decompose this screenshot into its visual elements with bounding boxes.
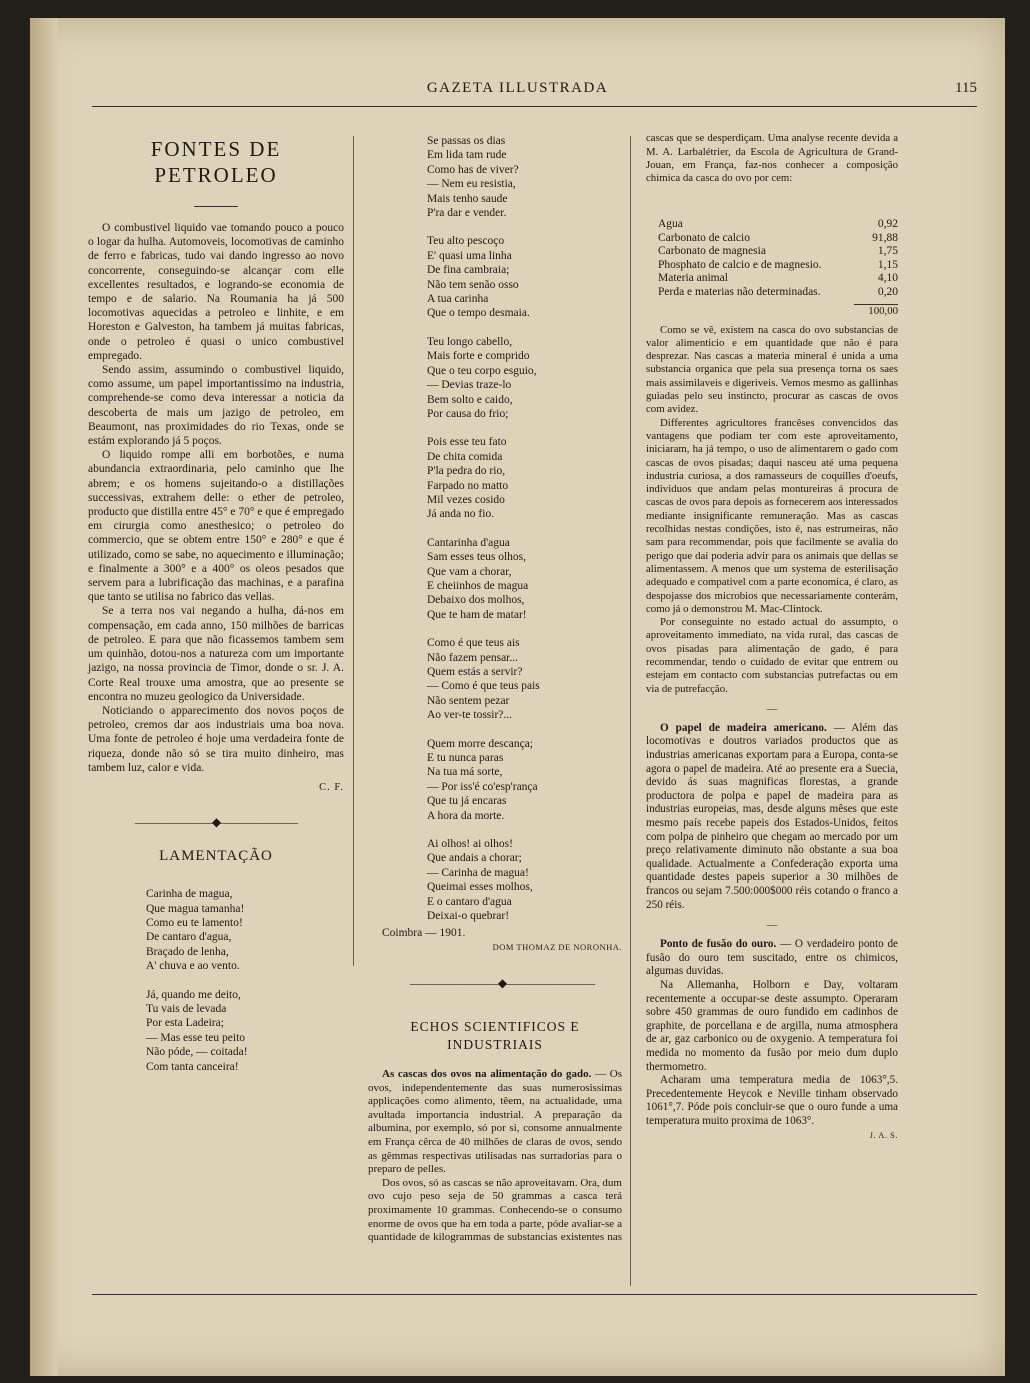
poem-line: Quem morre descança;: [427, 737, 534, 750]
paragraph: Na Allemanha, Holborn e Day, voltaram recentemente a occupar-se deste assumpto. Operaram sobre 450 grammas de ouro fundido em cadinhos de graphite, de porcellana e de argilla, numa atmosphera de ar, gaz carbonico ou de oxygenio. A temperatura foi medida no momento da fusão por meio dum duplo thermometro.: [646, 978, 898, 1073]
poem-stanza: [427, 737, 622, 823]
composition-table: [658, 218, 898, 300]
poem-line: Como é que teus ais: [427, 637, 520, 650]
composition-name: Carbonato de calcio: [658, 231, 750, 244]
poem-line: — Mas esse teu peito: [146, 1031, 246, 1044]
poem-line: Já anda no fio.: [427, 508, 495, 521]
poem-line: Quem estás a servir?: [427, 666, 523, 678]
article-lead-papel: O papel de madeira americano.: [660, 721, 827, 734]
header-rule: [92, 106, 977, 107]
composition-value: 0,92: [877, 218, 898, 230]
section-ornament: ————————◆————————: [409, 975, 595, 990]
lamentacao-poem: [88, 887, 344, 1074]
poem-line: Que tu já encaras: [427, 795, 507, 808]
paragraph: Como se vê, existem na casca do ovo substancias de valor alimenticio e em quantidade que não é para desprezar. Nas cascas a materia mineral é unida a uma substancia organica que pela sua presença torna os saes mais assimilaveis e digeriveis. Vemos mesmo as gallinhas guiadas pelo seu instincto, procurar as cascas de ovos com avidez.: [646, 323, 898, 416]
poem-line: Mil vezes cosido: [427, 493, 505, 506]
poem-line: Que vam a chorar,: [427, 565, 512, 578]
paragraph: Sendo assim, assumindo o combustivel liquido, como assume, um papel importantissimo na industria, comprehende-se como deva interessar a noticia da descoberta de mais um jazigo de petroleo, em Beaumont, nas proximidades do rio Texas, onde se estám explorando já 5 poços.: [88, 364, 344, 448]
poem-line: A tua carinha: [427, 293, 489, 306]
paragraph: Differentes agricultores francêses convencidos das vantagens que podiam ter com este aproveitamento, iniciaram, ha já tempo, o uso de alimentarem o gado com cascas de ovos pisadas; daqui nasceu até uma pequena industria curiosa, a dos ramasseurs de coquilles d'oeufs, individuos que andam pelas montureiras á procura de cascas de ovos para depois as fornecerem aos interessados mediante insignificante remuneração. Mas as cascas recolhidas nestas condições, isto é, nas estrumeiras, não sam para recommendar, pois que facilmente se avalia do perigo que daí poderia advir para os animais que dellas se alimentassem. A menos que um systema de esterilisação adequado e compativel com a parte economica, é claro, as despojasse dos microbios que necessariamente conterám, como já o demonstrou M. Mac-Clintock.: [646, 416, 898, 615]
lamentacao-poem-continued: [382, 134, 622, 924]
poem-line: Que o teu corpo esguio,: [427, 364, 537, 377]
poem-line: De chita comida: [427, 450, 503, 463]
poem-line: Não tem senão osso: [427, 278, 519, 291]
poem-line: E tu nunca paras: [427, 752, 504, 765]
poem-line: Que magua tamanha!: [146, 902, 245, 915]
poem-stanza: [146, 887, 344, 973]
poem-line: P'la pedra do rio,: [427, 465, 506, 478]
poem-author: DOM THOMAZ DE NORONHA.: [492, 941, 622, 952]
poem-line: Carinha de magua,: [146, 888, 233, 901]
poem-line: Sam esses teus olhos,: [427, 551, 527, 564]
poem-line: Se passas os dias: [427, 135, 506, 147]
paragraph: Dos ovos, só as cascas se não aproveitavam. Ora, dum ovo cujo peso seja de 50 grammas a casca terá proximamente 10 grammas. Conhecendo-se o consumo enorme de ovos que ha em toda a parte, póde avaliar-se a quantidade de kilogrammas de substancias existentes nas: [368, 1176, 622, 1244]
poem-line: — Devias traze-lo: [427, 379, 512, 392]
paragraph: Por conseguinte no estado actual do assumpto, o aproveitamento immediato, na vida rural, das cascas de ovos pisadas para alimentação de gado, é para recommendar, tendo o cuidado de evitar que entrem ou estejam em contacto com substancias putrefactas ou em via de putrefacção.: [646, 616, 898, 695]
poem-line: Teu longo cabello,: [427, 335, 513, 348]
paragraph: [368, 1068, 622, 1177]
composition-total: 100,00: [868, 304, 898, 317]
page-header-title: GAZETA ILLUSTRADA: [426, 80, 609, 96]
section-ornament: ———————◆———————: [134, 815, 298, 830]
poem-line: Pois esse teu fato: [427, 436, 507, 449]
composition-row: [658, 232, 898, 246]
article-signature: C. F.: [319, 781, 344, 793]
composition-name: Phosphato de calcio e de magnesio.: [658, 258, 822, 271]
poem-stanza: [427, 234, 622, 320]
article-title-petroleo: FONTES DE PETROLEO: [150, 137, 282, 187]
poem-line: — Carinha de magua!: [427, 866, 529, 879]
poem-line: Em lida tam rude: [427, 149, 507, 162]
composition-row: [658, 259, 898, 273]
poem-line: Queimai esses molhos,: [427, 881, 533, 894]
title-rule: [194, 206, 238, 207]
poem-stanza: [427, 134, 622, 220]
poem-line: Com tanta canceira!: [146, 1060, 239, 1073]
poem-line: E cheiinhos de magua: [427, 579, 529, 592]
article-signature: J. A. S.: [869, 1129, 898, 1140]
composition-table-wrap: [646, 214, 898, 318]
poem-line: Na tua má sorte,: [427, 766, 503, 779]
paragraph: [646, 938, 898, 979]
column-divider-2: [630, 136, 631, 1286]
composition-value: 0,20: [877, 285, 898, 298]
composition-name: Carbonato de magnesia: [658, 245, 766, 258]
poem-line: Deixai-o quebrar!: [427, 910, 510, 923]
poem-line: Não sentem pezar: [427, 694, 510, 707]
column-3: [646, 134, 898, 1142]
poem-line: Não póde, — coitada!: [146, 1046, 248, 1059]
divider-dash: —: [766, 919, 778, 932]
article-lead-ovos: As cascas dos ovos na alimentação do gado.: [382, 1068, 592, 1080]
poem-line: Que andais a chorar;: [427, 852, 522, 865]
paragraph-text: — Além das locomotivas e doutros variados productos que as industrias americanas exportam para a Europa, conta-se agora o papel de madeira. Até ao presente era a Suecia, devido ás suas magnificas florestas, a grande productora de polpa e papel de madeira para as industrias europeias, mas, desde alguns mêses que este mesmo país recebe papeis dos Estados-Unidos, feitos com polpa de pinheiro que chegam ao mercado por um preço relativamente diminuto não obstante a sua boa qualidade. Actualmente a Confederação exporta uma quantidade destes papeis superior a 30 milhões de francos ou sejam 7.500:000$000 réis cotando o franco a 250 réis.: [646, 721, 898, 911]
composition-row: [658, 272, 898, 286]
article-lead-ouro: Ponto de fusão do ouro.: [660, 938, 777, 951]
poem-line: De cantaro d'agua,: [146, 931, 232, 944]
page-gutter: [30, 18, 58, 1376]
paragraph-text: — O verdadeiro ponto de fusão do ouro tem suscitado, entre os chimicos, algumas duvidas.: [646, 938, 899, 978]
composition-row: [658, 286, 898, 300]
poem-line: A hora da morte.: [427, 809, 505, 822]
poem-stanza: [427, 335, 622, 421]
paragraph: O combustivel liquido vae tomando pouco a pouco o logar da hulha. Automoveis, locomotivas de caminho de ferro e fabricas, tudo vai dando ingresso ao novo concorrente, conseguindo-se alcançar com elle excellentes resultados, e logrando-se economia de tempo e de salario. Na Roumania ha já 500 locomotivas aquecidas a petroleo e linhite, e em Horeston e Galveston, ha tambem já muitas fabricas, onde o petroleo é quasi o unico combustivel empregado.: [88, 222, 344, 362]
composition-value: 4,10: [877, 272, 898, 285]
poem-line: P'ra dar e vender.: [427, 207, 507, 220]
poem-stanza: [427, 435, 622, 521]
poem-line: Não fazem pensar...: [427, 651, 519, 664]
poem-line: Teu alto pescoço: [427, 235, 505, 248]
paragraph: Noticiando o apparecimento dos novos poços de petroleo, cremos dar aos industriais uma boa nova. Uma fonte de petroleo é hoje uma verdadeira fonte de riqueza, donde não só se tira muito dinheiro, mas tambem luz, calor e vida.: [88, 704, 344, 774]
column-1: [88, 136, 344, 1088]
paragraph-text: — Os ovos, independentemente das suas numerosissimas applicações como alimento, têem, na actualidade, uma avultada importancia industrial. A preparação da albumina, por exemplo, só por si, consome annualmente em França cêrca de 40 milhões de claras de ovos, sendo as gêmmas respectivas utilisadas nas surradorias para o preparo de pelles.: [368, 1068, 622, 1176]
poem-line: Já, quando me deito,: [146, 988, 241, 1001]
column-2-poem: [382, 134, 622, 990]
column-divider-1: [353, 136, 354, 966]
poem-line: Tu vais de levada: [146, 1002, 227, 1015]
paragraph: Se a terra nos vai negando a hulha, dá-nos em compensação, em cada anno, 150 milhões de barricas de petroleo. E para que não ficassemos tambem sem um quinhão, dotou-nos a natureza com um importante jazigo, na nossa provincia de Timor, donde o sr. J. A. Corte Real trouxe uma amostra, que ao presente se encontra no muzeu geologico da Universidade.: [88, 605, 344, 703]
poem-line: Mais tenho saude: [427, 192, 508, 205]
poem-line: De fina cambraia;: [427, 264, 510, 277]
poem-line: Debaixo dos molhos,: [427, 594, 525, 607]
poem-line: Por causa do frio;: [427, 407, 509, 420]
composition-value: 91,88: [872, 231, 898, 244]
paragraph: [646, 722, 898, 912]
composition-row: [658, 218, 898, 232]
poem-line: Por esta Ladeira;: [146, 1017, 224, 1030]
poem-line: — Nem eu resistia,: [427, 178, 516, 191]
poem-line: Bem solto e caido,: [427, 393, 513, 406]
poem-line: Ao ver-te tossir?...: [427, 709, 513, 722]
poem-line: E o cantaro d'agua: [427, 895, 512, 908]
footer-rule: [92, 1294, 977, 1295]
composition-value: 1,15: [877, 258, 898, 271]
paragraph: O liquido rompe alli em borbotões, e numa abundancia extraordinaria, pelo caminho que lhe abrem; e os homens sujeitando-o a distillações successivas, extrahem delle: o ether de petroleo, producto que distilla entre 45° e 70° e que é empregado em cirurgia como anesthesico; o petroleo do commercio, que se obtem entre 150° e 280° e que é utilizado, como se sabe, no aquecimento e illuminação; e finalmente a 300° e a 400° os oleos pesados que servem para a lubrificação das machinas, e a parafina que tanto se utilisa no fabrico das vellas.: [88, 449, 344, 604]
divider-dash: —: [766, 702, 778, 715]
poem-line: Que o tempo desmaia.: [427, 307, 530, 320]
poem-line: Ai olhos! ai olhos!: [427, 838, 513, 851]
poem-line: Como eu te lamento!: [146, 916, 243, 929]
poem-line: Que te ham de matar!: [427, 608, 527, 621]
poem-line: Como has de viver?: [427, 163, 519, 176]
column-2-echos: [368, 1018, 622, 1245]
poem-line: Braçado de lenha,: [146, 945, 229, 958]
page-number: 115: [955, 80, 977, 96]
poem-title-lamentacao: LAMENTAÇÃO: [159, 848, 273, 865]
poem-stanza: [427, 837, 622, 923]
poem-line: Mais forte e comprido: [427, 350, 530, 363]
composition-name: Agua: [658, 218, 683, 230]
poem-line: — Como é que teus pais: [427, 680, 540, 693]
composition-name: Perda e materias não determinadas.: [658, 285, 821, 298]
poem-line: Farpado no matto: [427, 479, 509, 492]
poem-line: E' quasi uma linha: [427, 249, 512, 262]
paragraph: Acharam uma temperatura media de 1063°,5. Precedentemente Heycok e Neville tinham observado 1061°,7. Póde pois concluir-se que o ouro funde a uma temperatura muito proxima de 1063°.: [646, 1074, 898, 1127]
poem-stanza: [427, 636, 622, 722]
section-title-echos: ECHOS SCIENTIFICOS E INDUSTRIAIS: [410, 1019, 580, 1052]
poem-line: — Por iss'é co'esp'rança: [427, 780, 538, 793]
poem-place-date: Coimbra — 1901.: [382, 926, 466, 939]
composition-value: 1,75: [877, 245, 898, 258]
composition-name: Materia animal: [658, 272, 728, 285]
composition-row: [658, 245, 898, 259]
poem-line: A' chuva e ao vento.: [146, 960, 240, 973]
newspaper-page: [30, 18, 1005, 1376]
paragraph-continued: [646, 134, 898, 214]
poem-stanza: [427, 536, 622, 622]
paragraph-text: cascas que se desperdiçam. Uma analyse recente devida a M. A. Larbalétrier, da Escola de Agricultura de Grand-Jouan, em França, faz-nos conhecer a composição chimica da casca do ovo por cem:: [646, 134, 898, 185]
poem-line: Cantarinha d'agua: [427, 536, 510, 549]
poem-stanza: [146, 988, 344, 1074]
